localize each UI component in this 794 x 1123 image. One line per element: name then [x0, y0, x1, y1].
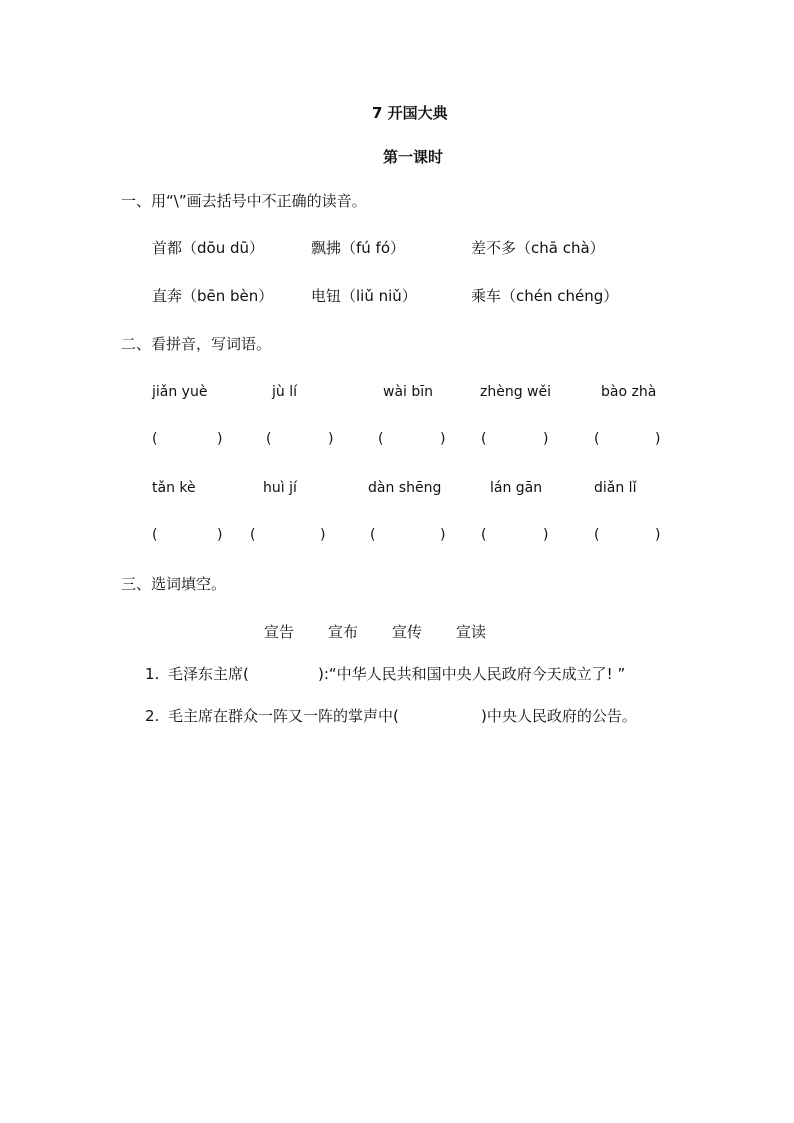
pinyin-prompt: wài bīn [383, 384, 434, 400]
answer-blank-open[interactable]: ( [250, 527, 256, 543]
pronunciation-item: 直奔（bēn bèn） [152, 287, 274, 305]
answer-blank-close[interactable]: ) [655, 527, 661, 543]
answer-blank-open[interactable]: ( [481, 527, 487, 543]
pinyin-prompt: jù lí [272, 384, 297, 400]
pronunciation-item: 电钮（liǔ niǔ） [311, 287, 417, 305]
pinyin-prompt: tǎn kè [152, 480, 196, 496]
answer-blank-close[interactable]: ) [217, 431, 223, 447]
pronunciation-item: 差不多（chā chà） [471, 239, 605, 257]
page-title: 7 开国大典 [372, 104, 448, 122]
page-subtitle: 第一课时 [383, 148, 444, 166]
answer-blank-close[interactable]: ) [320, 527, 326, 543]
pinyin-prompt: diǎn lǐ [594, 480, 637, 496]
pinyin-prompt: lán gān [490, 480, 543, 496]
answer-blank-open[interactable]: ( [594, 431, 600, 447]
answer-blank-open[interactable]: ( [594, 527, 600, 543]
pronunciation-item: 首都（dōu dū） [152, 239, 265, 257]
pinyin-prompt: dàn shēng [368, 480, 442, 496]
answer-blank-open[interactable]: ( [481, 431, 487, 447]
answer-blank-close[interactable]: ) [543, 431, 549, 447]
question-text-before-blank: 毛主席在群众一阵又一阵的掌声中( [168, 707, 399, 725]
question-number: 2. [145, 707, 160, 725]
question-text-after-blank: ):“中华人民共和国中央人民政府今天成立了! ” [318, 665, 626, 683]
answer-blank-close[interactable]: ) [328, 431, 334, 447]
word-choice: 宣读 [456, 623, 487, 641]
pinyin-prompt: huì jí [263, 480, 297, 496]
answer-blank-open[interactable]: ( [266, 431, 272, 447]
section-2-heading: 二、看拼音，写词语。 [121, 335, 272, 353]
pinyin-prompt: zhèng wěi [480, 384, 551, 400]
answer-blank-open[interactable]: ( [152, 527, 158, 543]
question-text-after-blank: )中央人民政府的公告。 [481, 707, 637, 725]
pronunciation-item: 乘车（chén chéng） [471, 287, 619, 305]
word-choice: 宣传 [392, 623, 423, 641]
answer-blank-open[interactable]: ( [152, 431, 158, 447]
answer-blank-open[interactable]: ( [370, 527, 376, 543]
section-1-heading: 一、用“\”画去括号中不正确的读音。 [121, 192, 367, 210]
answer-blank-close[interactable]: ) [440, 431, 446, 447]
answer-blank-open[interactable]: ( [378, 431, 384, 447]
section-3-heading: 三、选词填空。 [121, 575, 227, 593]
answer-blank-close[interactable]: ) [440, 527, 446, 543]
question-number: 1. [145, 665, 160, 683]
word-choice: 宣告 [264, 623, 295, 641]
pronunciation-item: 飘拂（fú fó） [311, 239, 406, 257]
answer-blank-close[interactable]: ) [655, 431, 661, 447]
question-text-before-blank: 毛泽东主席( [168, 665, 249, 683]
word-choice: 宣布 [328, 623, 359, 641]
answer-blank-close[interactable]: ) [543, 527, 549, 543]
pinyin-prompt: jiǎn yuè [152, 384, 208, 400]
answer-blank-close[interactable]: ) [217, 527, 223, 543]
pinyin-prompt: bào zhà [601, 384, 657, 400]
